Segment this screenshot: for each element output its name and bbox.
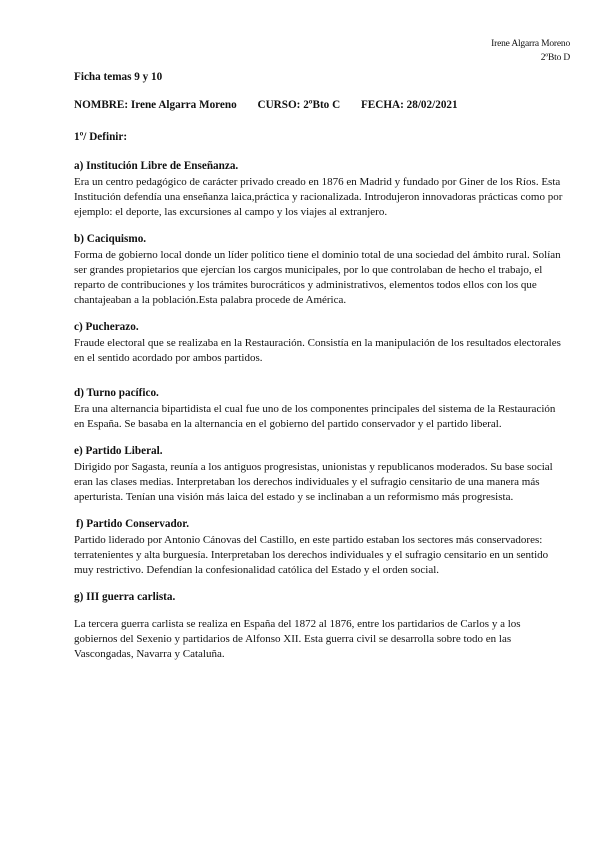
definition-section xyxy=(74,444,564,505)
student-course: CURSO: 2ºBto C xyxy=(257,99,341,111)
section-heading: a) Institución Libre de Enseñanza. xyxy=(74,160,239,172)
section-heading: f) Partido Conservador. xyxy=(76,518,190,530)
section-text: Forma de gobierno local donde un líder político tiene el dominio total de una sociedad del ámbito rural. Solían ser grandes propietarios que ejercían los cargos municipales, por lo que controlaban de hecho el trabajo, el reparto de contribuciones y los trámites burocráticos y administrativos, elementos todos ellos con los que chantajeaban a la población.Esta palabra procede de América. xyxy=(74,249,561,306)
section-text: Era un centro pedagógico de carácter privado creado en 1876 en Madrid y fundado por Giner de los Ríos. Esta Institución defendía una enseñanza laica,práctica y racionalizada. Introdujeron innovadoras prácticas como por ejemplo: el deporte, las excursiones al campo y los viajes al extranjero. xyxy=(74,176,563,218)
section-heading: g) III guerra carlista. xyxy=(74,591,176,603)
section-text: Era una alternancia bipartidista el cual fue uno de los componentes principales del sistema de la Restauración en España. Se basaba en la alternancia en el gobierno del partido conservador y el partido liberal. xyxy=(74,403,556,430)
definition-section xyxy=(74,159,564,220)
author-group: 2ºBto D xyxy=(540,53,570,63)
section-text: Partido liderado por Antonio Cánovas del Castillo, en este partido estaban los sectores más conservadores: terratenientes y alta burguesía. Interpretaban los derechos individuales y el sufragio censitario en un sentido muy restrictivo. Defendían la confesionalidad católica del Estado y el orden social. xyxy=(74,534,549,576)
author-name: Irene Algarra Moreno xyxy=(491,39,570,49)
definition-section xyxy=(74,320,564,366)
author-block xyxy=(491,37,570,65)
definition-section xyxy=(74,517,564,578)
section-heading: b) Caciquismo. xyxy=(74,233,147,245)
section-text: Fraude electoral que se realizaba en la Restauración. Consistía en la manipulación de los resultados electorales en el sentido acordado por ambos partidos. xyxy=(74,337,561,364)
student-name: NOMBRE: Irene Algarra Moreno xyxy=(74,99,237,111)
definition-section xyxy=(74,386,564,432)
task-heading: 1º/ Definir: xyxy=(74,131,128,143)
section-heading: d) Turno pacífico. xyxy=(74,387,159,399)
document-title: Ficha temas 9 y 10 xyxy=(74,71,163,83)
document-content xyxy=(74,70,564,662)
section-heading: c) Pucherazo. xyxy=(74,321,139,333)
definition-section xyxy=(74,590,564,662)
section-text: La tercera guerra carlista se realiza en España del 1872 al 1876, entre los partidarios de Carlos y a los gobiernos del Sexenio y partidarios de Alfonso XII. Esta guerra civil se desarrolla sobre todo en las Vascongadas, Navarra y Cataluña. xyxy=(74,618,521,660)
section-text: Dirigido por Sagasta, reunía a los antiguos progresistas, unionistas y republicanos moderados. Su base social eran las clases medias. Interpretaban los derechos individuales y el sufragio censitario de una manera más aperturista. Tenían una visión más laica del estado y se inclinaban a un reformismo más progresista. xyxy=(74,461,553,503)
definition-section xyxy=(74,232,564,308)
document-date: FECHA: 28/02/2021 xyxy=(360,99,458,111)
section-heading: e) Partido Liberal. xyxy=(74,445,163,457)
student-header xyxy=(74,98,564,113)
